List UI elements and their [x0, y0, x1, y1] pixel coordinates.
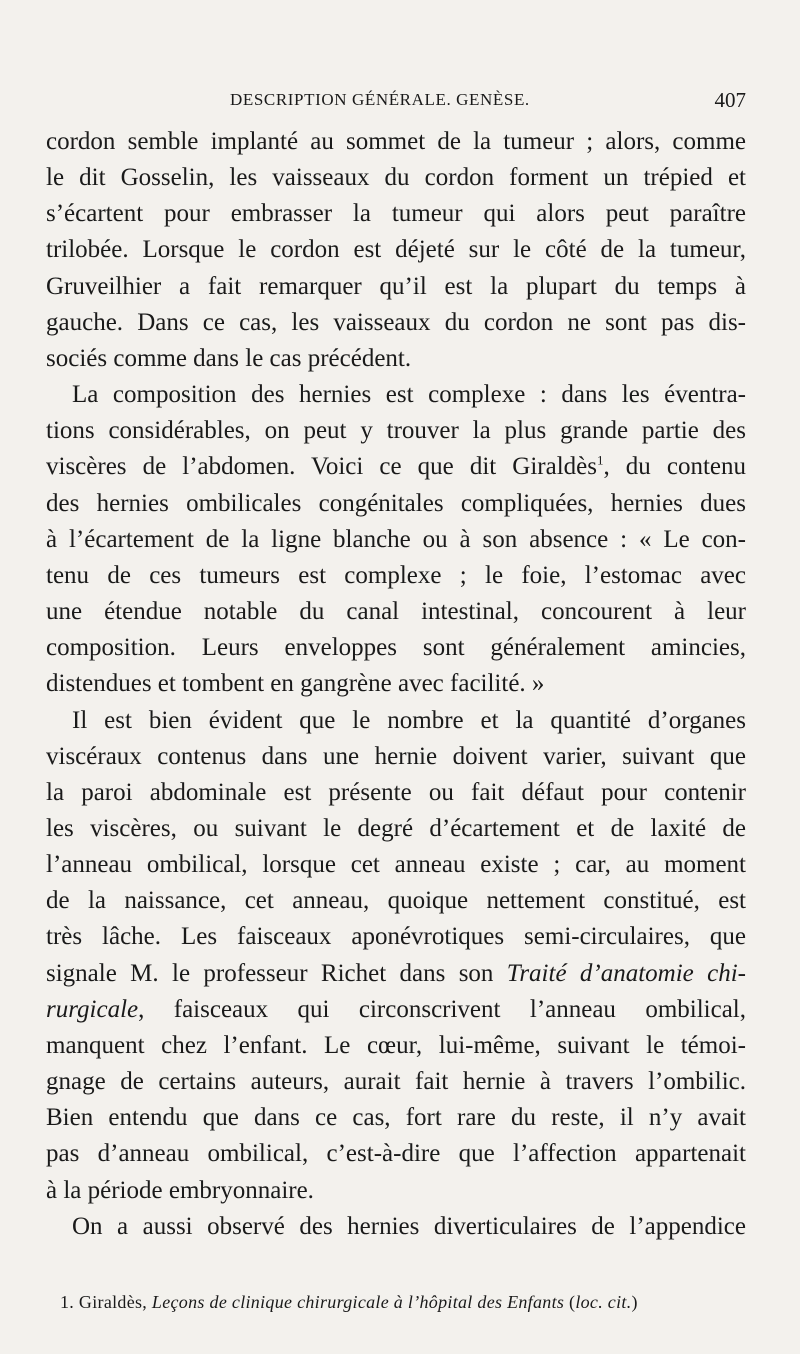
footnote-ref: loc. cit. — [575, 1292, 632, 1312]
text-line: tions considérables, on peut y trouver la plus grande partie des — [46, 417, 746, 445]
text-line — [46, 992, 746, 1028]
text-line: Gruveilhier a fait remarquer qu’il est la plupart du temps à — [46, 272, 746, 300]
text-line: à la période embryonnaire. — [46, 1176, 314, 1204]
text-line: gauche. Dans ce cas, les vaisseaux du cordon ne sont pas dis- — [46, 308, 746, 336]
footnote-marker[interactable]: 1 — [596, 453, 604, 469]
text-line: l’anneau ombilical, lorsque cet anneau existe ; car, au moment — [46, 851, 746, 879]
page-header — [46, 88, 746, 116]
text-line: les viscères, ou suivant le degré d’écartement et de laxité de — [46, 814, 746, 842]
text-line: viscéraux contenus dans une hernie doivent varier, suivant que — [46, 742, 746, 770]
text-line: Il est bien évident que le nombre et la quantité d’organes — [72, 706, 746, 734]
text-line: très lâche. Les faisceaux aponévrotiques semi-circulaires, que — [46, 923, 746, 951]
footnote — [60, 1292, 750, 1313]
footnote-author: Giraldès, — [78, 1292, 148, 1312]
footnote-ref-close: ) — [631, 1292, 638, 1312]
page-number: 407 — [714, 88, 746, 112]
text-line: cordon semble implanté au sommet de la tumeur ; alors, comme — [46, 128, 746, 155]
text-line — [46, 449, 746, 485]
footnote-number: 1. — [60, 1292, 75, 1312]
text-line: s’écartent pour embrasser la tumeur qui alors peut paraître — [46, 200, 746, 228]
footnote-title: Leçons de clinique chirurgicale à l’hôpital des Enfants — [151, 1292, 565, 1312]
text-line: le dit Gosselin, les vaisseaux du cordon forment un trépied et — [46, 164, 746, 192]
footnote-ref-open: ( — [569, 1292, 576, 1312]
text-fragment: , du contenu — [603, 453, 747, 481]
text-line: On a aussi observé des hernies diverticulaires de l’appendice — [72, 1212, 746, 1240]
italic-book-title: rurgicale — [46, 995, 139, 1023]
text-line: trilobée. Lorsque le cordon est déjeté sur le côté de la tumeur, — [46, 236, 746, 264]
text-line: sociés comme dans le cas précédent. — [46, 344, 412, 372]
text-line: La composition des hernies est complexe : dans les éventra- — [72, 381, 746, 409]
text-line: Bien entendu que dans ce cas, fort rare du reste, il n’y avait — [46, 1104, 746, 1132]
text-line: composition. Leurs enveloppes sont généralement amincies, — [46, 634, 746, 662]
text-line: distendues et tombent en gangrène avec facilité. » — [46, 670, 545, 698]
text-line: la paroi abdominale est présente ou fait défaut pour contenir — [46, 778, 746, 806]
italic-book-title: Traité d’anatomie chi- — [506, 959, 746, 987]
text-line — [46, 956, 746, 992]
text-line: des hernies ombilicales congénitales compliquées, hernies dues — [46, 489, 746, 517]
text-line: pas d’anneau ombilical, c’est-à-dire que l’affection appartenait — [46, 1140, 746, 1168]
body-text — [46, 124, 746, 1245]
text-line: gnage de certains auteurs, aurait fait hernie à travers l’ombilic. — [46, 1068, 746, 1096]
text-line: tenu de ces tumeurs est complexe ; le foie, l’estomac avec — [46, 561, 746, 589]
text-fragment: signale M. le professeur Richet dans son — [46, 959, 507, 987]
text-line: une étendue notable du canal intestinal, concourent à leur — [46, 598, 746, 626]
text-line: de la naissance, cet anneau, quoique nettement constitué, est — [46, 887, 746, 915]
text-line: à l’écartement de la ligne blanche ou à son absence : « Le con- — [46, 525, 746, 553]
text-fragment: , faisceaux qui circonscrivent l’anneau ombilical, — [138, 995, 746, 1023]
text-fragment: viscères de l’abdomen. Voici ce que dit Giraldès — [46, 453, 597, 481]
running-title: DESCRIPTION GÉNÉRALE. GENÈSE. — [230, 90, 530, 109]
text-line: manquent chez l’enfant. Le cœur, lui-même, suivant le témoi- — [46, 1031, 746, 1059]
